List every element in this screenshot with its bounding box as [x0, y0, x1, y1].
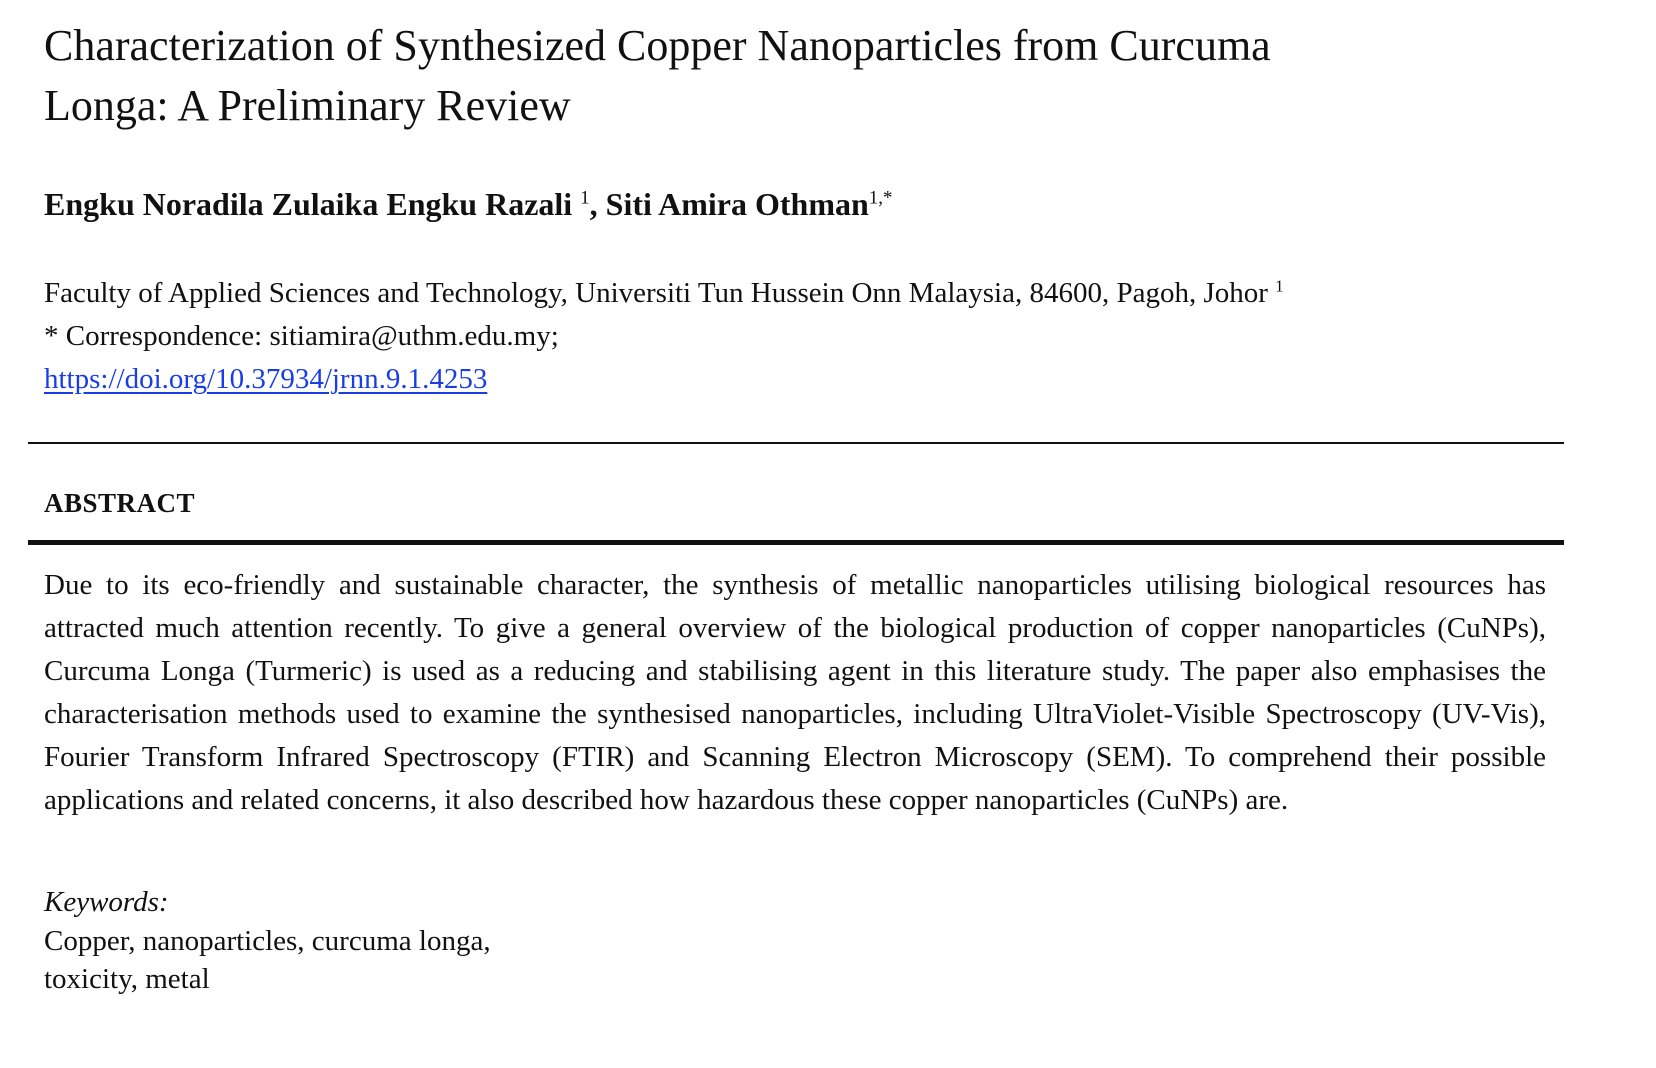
author-separator: ,: [589, 186, 606, 222]
keywords-line-1: Copper, nanoparticles, curcuma longa,: [44, 925, 491, 957]
paper-title-line-1: Characterization of Synthesized Copper Nanoparticles from Curcuma: [44, 21, 1271, 70]
affiliation-line: [44, 272, 1284, 315]
affiliation-block: [44, 272, 1284, 401]
author-name-2: Siti Amira Othman: [605, 186, 869, 222]
abstract-divider: [28, 540, 1564, 545]
doi-link[interactable]: https://doi.org/10.37934/jrnn.9.1.4253: [44, 363, 488, 395]
paper-title: [44, 16, 1564, 136]
keywords-line-2: toxicity, metal: [44, 963, 210, 995]
abstract-heading: ABSTRACT: [44, 488, 196, 518]
header-divider: [28, 442, 1564, 444]
correspondence-line: * Correspondence: sitiamira@uthm.edu.my;: [44, 320, 559, 352]
author-affiliation-mark-1: 1: [580, 187, 590, 209]
abstract-body: Due to its eco-friendly and sustainable character, the synthesis of metallic nanoparticles utilising biological resources has attracted much attention recently. To give a general overview of the biological production of copper nanoparticles (CuNPs), Curcuma Longa (Turmeric) is used as a reducing and stabilising agent in this literature study. The paper also emphasises the characterisation methods used to examine the synthesised nanoparticles, including UltraViolet-Visible Spectroscopy (UV-Vis), Fourier Transform Infrared Spectroscopy (FTIR) and Scanning Electron Microscopy (SEM). To comprehend their possible applications and related concerns, it also described how hazardous these copper nanoparticles (CuNPs) are.: [44, 569, 1546, 816]
keywords-label: Keywords:: [44, 886, 169, 918]
author-name-1: Engku Noradila Zulaika Engku Razali: [44, 186, 573, 222]
author-affiliation-mark-2: 1,*: [868, 187, 893, 209]
paper-title-line-2: Longa: A Preliminary Review: [44, 81, 571, 130]
author-list: [44, 184, 893, 224]
affiliation-text: Faculty of Applied Sciences and Technology, Universiti Tun Hussein Onn Malaysia, 84600, Pagoh, Johor: [44, 277, 1268, 309]
doi-line: [44, 358, 1284, 401]
affiliation-mark: 1: [1275, 276, 1284, 296]
